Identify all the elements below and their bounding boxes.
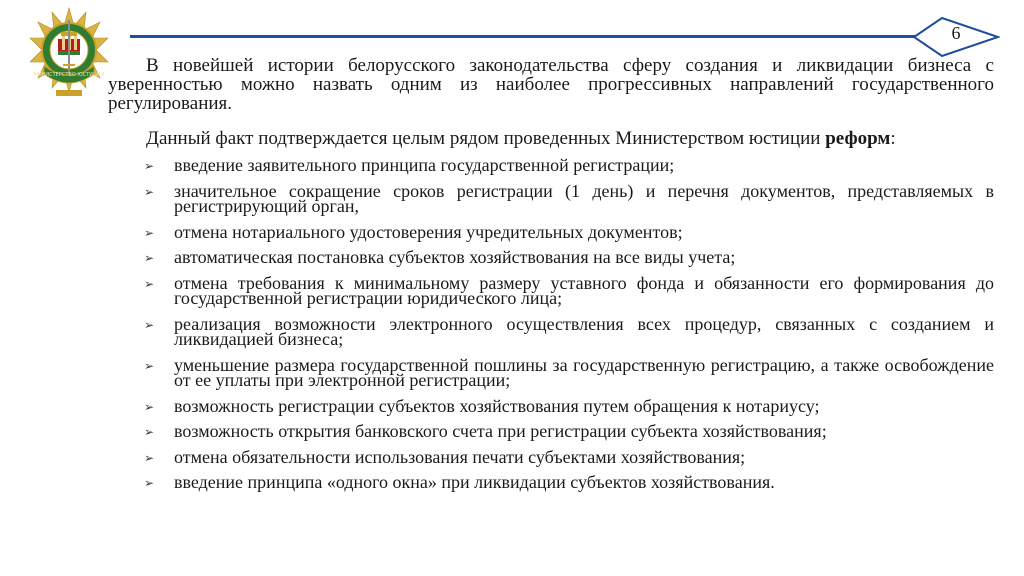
- list-item: [108, 395, 994, 416]
- list-item: [108, 472, 994, 492]
- list-item: [108, 221, 994, 242]
- reforms-lead-text: Данный факт подтверждается целым рядом проведенных Министерством юстиции: [146, 128, 826, 149]
- list-item: [108, 247, 994, 267]
- arrow-bullet-icon: ➢: [144, 450, 155, 465]
- arrow-bullet-icon: ➢: [144, 184, 155, 199]
- arrow-bullet-icon: ➢: [144, 317, 155, 332]
- ministry-emblem-logo: [28, 6, 110, 102]
- list-item: [108, 421, 994, 441]
- list-item-text: автоматическая постановка субъектов хозяйствования на все виды учета;: [174, 247, 736, 267]
- reforms-lead-colon: :: [890, 128, 896, 149]
- list-item-text: уменьшение размера государственной пошлины за государственную регистрацию, а также освобождение от ее уплаты при электронной регистрации;: [174, 354, 994, 390]
- list-item-text: возможность открытия банковского счета при регистрации субъекта хозяйствования;: [174, 421, 827, 441]
- list-item: [108, 180, 994, 216]
- reforms-lead-paragraph: [108, 129, 994, 148]
- list-item: [108, 313, 994, 349]
- list-item-text: значительное сокращение сроков регистрации (1 день) и перечня документов, представляемых в регистрирующий орган,: [174, 180, 994, 216]
- intro-paragraph: В новейшей истории белорусского законодательства сферу создания и ликвидации бизнеса с уверенностью можно назвать одним из наиболее прогрессивных направлений государственного регулирования.: [108, 55, 994, 114]
- list-item: [108, 155, 994, 175]
- list-item-text: введение принципа «одного окна» при ликвидации субъектов хозяйствования.: [174, 472, 775, 492]
- page-number: 6: [951, 23, 961, 43]
- list-item-text: отмена обязательности использования печати субъектами хозяйствования;: [174, 446, 746, 467]
- arrow-bullet-icon: ➢: [144, 225, 155, 240]
- list-item: [108, 272, 994, 308]
- arrow-bullet-icon: ➢: [144, 159, 155, 173]
- list-item-text: возможность регистрации субъектов хозяйствования путем обращения к нотариусу;: [174, 395, 820, 416]
- list-item-text: отмена нотариального удостоверения учредительных документов;: [174, 221, 683, 242]
- arrow-bullet-icon: ➢: [144, 399, 155, 414]
- arrow-bullet-icon: ➢: [144, 476, 155, 490]
- arrow-bullet-icon: ➢: [144, 276, 155, 291]
- arrow-bullet-icon: ➢: [144, 425, 155, 439]
- svg-text:МИНИСТЕРСТВО ЮСТИЦИИ: МИНИСТЕРСТВО ЮСТИЦИИ: [33, 72, 105, 78]
- arrow-bullet-icon: ➢: [144, 358, 155, 373]
- list-item: [108, 446, 994, 467]
- reforms-list: [108, 155, 994, 492]
- list-item: [108, 354, 994, 390]
- list-item-text: реализация возможности электронного осуществления всех процедур, связанных с созданием и ликвидацией бизнеса;: [174, 313, 994, 349]
- slide-content: [108, 56, 994, 501]
- list-item-text: отмена требования к минимальному размеру уставного фонда и обязанности его формирования до государственной регистрации юридического лица;: [174, 272, 994, 308]
- reforms-bold-word: реформ: [825, 128, 891, 149]
- header-divider-line: [130, 35, 920, 38]
- arrow-bullet-icon: ➢: [144, 251, 155, 265]
- list-item-text: введение заявительного принципа государственной регистрации;: [174, 155, 675, 175]
